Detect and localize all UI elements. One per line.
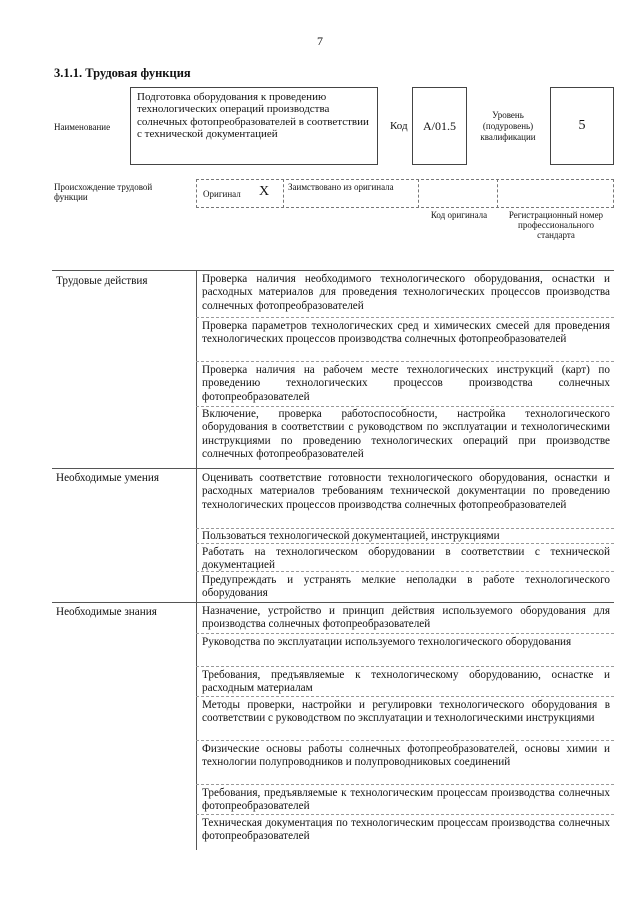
knowledge-item: Физические основы работы солнечных фотопреобразователей, основы химии и технологии полупроводников и полупроводниковых соединений xyxy=(202,743,610,769)
code-value: A/01.5 xyxy=(412,87,467,165)
knowledge-item: Методы проверки, настройки и регулировки технологического оборудования в соответствии с руководством по эксплуатации и технологическими инструкциями xyxy=(202,699,610,725)
action-item: Проверка параметров технологических сред и химических смесей для проведения технологических процессов производства солнечных фотопреобразователей xyxy=(202,320,610,346)
original-label: Оригинал xyxy=(203,189,241,199)
knowledge-item: Руководства по эксплуатации используемого технологического оборудования xyxy=(202,636,572,648)
knowledge-item: Техническая документация по технологическим процессам производства солнечных фотопреобразователей xyxy=(202,817,610,843)
category-actions: Трудовые действия xyxy=(56,275,148,287)
level-label: Уровень (подуровень) квалификации xyxy=(480,110,536,142)
skill-item: Работать на технологическом оборудовании в соответствии с технической документацией xyxy=(202,546,610,572)
name-value: Подготовка оборудования к проведению технологических операций производства солнечных фотопреобразователей в соответствии с технической документацией xyxy=(130,87,378,165)
action-item: Проверка наличия необходимого технологического оборудования, оснастки и расходных материалов для проведения технологических процессов производства солнечных фотопреобразователей xyxy=(202,273,610,312)
section-title: 3.1.1. Трудовая функция xyxy=(54,66,191,80)
origin-label: Происхождение трудовой функции xyxy=(54,182,153,202)
knowledge-item: Требования, предъявляемые к технологическим процессам производства солнечных фотопреобразователей xyxy=(202,787,610,813)
borrowed-label: Заимствовано из оригинала xyxy=(288,182,394,192)
knowledge-item: Требования, предъявляемые к технологическому оборудованию, оснастке и расходным материалам xyxy=(202,669,610,695)
skill-item: Пользоваться технологической документацией, инструкциями xyxy=(202,530,500,542)
original-mark: X xyxy=(259,184,270,199)
code-label: Код xyxy=(390,120,408,132)
skill-item: Оценивать соответствие готовности технологического оборудования, оснастки и расходных материалов требованиям технической документации по проведению технологических процессов производства солнечных фотопреобразователей xyxy=(202,472,610,511)
reg-number-label: Регистрационный номер профессионального стандарта xyxy=(508,210,604,240)
skill-item: Предупреждать и устранять мелкие неполадки в работе технологического оборудования xyxy=(202,574,610,600)
page-number: 7 xyxy=(317,34,323,48)
level-value: 5 xyxy=(550,87,614,165)
code-original-label: Код оригинала xyxy=(430,210,488,220)
knowledge-item: Назначение, устройство и принцип действия используемого оборудования для производства солнечных фотопреобразователей xyxy=(202,605,610,631)
category-skills: Необходимые умения xyxy=(56,472,159,484)
name-label: Наименование xyxy=(54,122,111,132)
action-item: Включение, проверка работоспособности, настройка технологического оборудования в соответствии с руководством по эксплуатации и технологическими инструкциями по проведению технологических операций при производстве солнечных фотопреобразователей xyxy=(202,408,610,461)
action-item: Проверка наличия на рабочем месте технологических инструкций (карт) по проведению технологических процессов производства солнечных фотопреобразователей xyxy=(202,364,610,403)
category-knowledge: Необходимые знания xyxy=(56,606,157,618)
